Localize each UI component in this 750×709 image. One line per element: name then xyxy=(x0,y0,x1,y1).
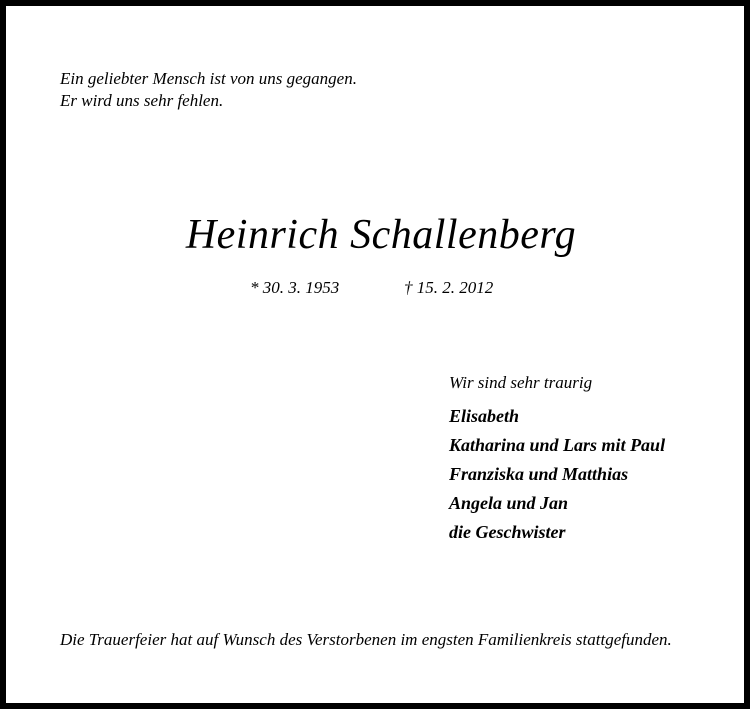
funeral-note: Die Trauerfeier hat auf Wunsch des Verstorbenen im engsten Familienkreis stattgefunden. xyxy=(60,630,672,649)
death-date: † 15. 2. 2012 xyxy=(404,278,494,297)
intro-text xyxy=(60,68,357,112)
mourner-name: die Geschwister xyxy=(449,522,566,542)
mourner-name: Katharina und Lars mit Paul xyxy=(449,435,666,455)
mourners-block xyxy=(449,372,665,547)
intro-line-2: Er wird uns sehr fehlen. xyxy=(60,91,224,110)
mourner-name: Elisabeth xyxy=(449,406,520,426)
mourners-heading: Wir sind sehr traurig xyxy=(449,373,593,392)
mourner-name: Franziska und Matthias xyxy=(449,464,629,484)
deceased-name: Heinrich Schallenberg xyxy=(185,212,577,258)
mourners-list xyxy=(449,402,665,547)
mourner-name: Angela und Jan xyxy=(449,493,569,513)
birth-date: * 30. 3. 1953 xyxy=(250,278,340,297)
intro-line-1: Ein geliebter Mensch ist von uns gegangen. xyxy=(60,69,357,88)
life-dates xyxy=(250,277,494,299)
